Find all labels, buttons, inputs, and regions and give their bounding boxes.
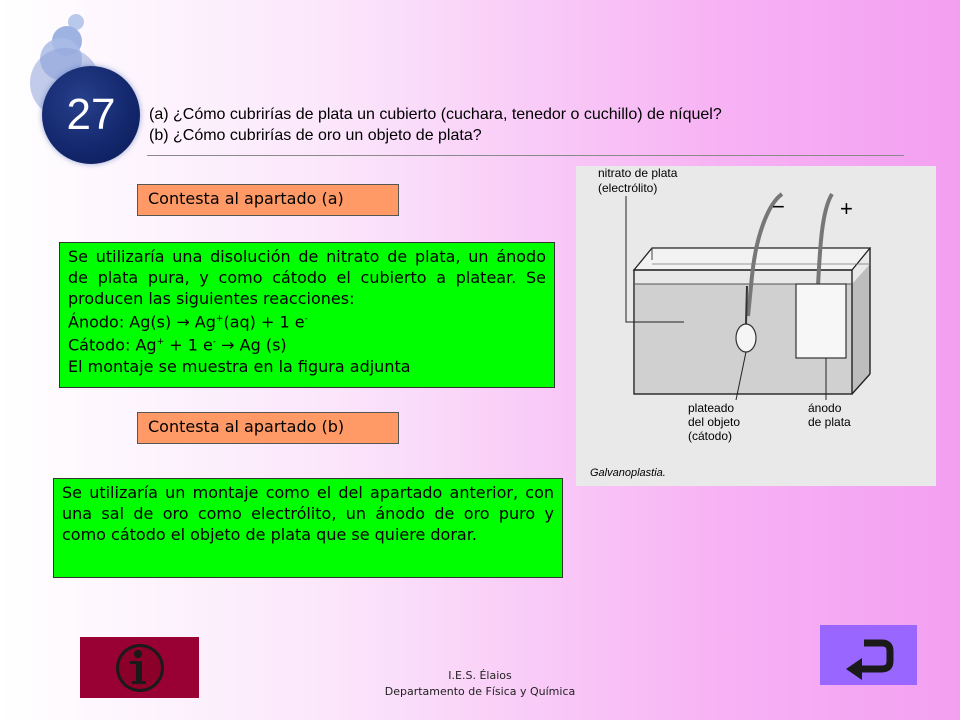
figure-label-anode-1: ánodo xyxy=(808,401,842,415)
footer xyxy=(330,668,630,700)
return-arrow-icon xyxy=(820,625,917,685)
info-icon xyxy=(80,637,199,698)
answer-a-label-button[interactable]: Contesta al apartado (a) xyxy=(137,184,399,216)
answer-b-label-button[interactable]: Contesta al apartado (b) xyxy=(137,412,399,444)
divider xyxy=(147,155,904,156)
answer-a-anode: Ánodo: Ag(s) → Ag+(aq) + 1 e- xyxy=(68,312,308,332)
cathode-object xyxy=(736,324,756,352)
figure-caption: Galvanoplastia. xyxy=(590,467,666,479)
anode-wire xyxy=(818,194,832,286)
electroplating-diagram xyxy=(576,166,936,486)
return-button[interactable] xyxy=(820,625,917,685)
question-a: (a) ¿Cómo cubrirías de plata un cubierto (cuchara, tenedor o cuchillo) de níquel? xyxy=(149,106,722,123)
question-text xyxy=(149,104,909,146)
slide-number: 27 xyxy=(42,66,140,164)
anode-plate xyxy=(796,284,846,358)
figure-label-cathode-1: plateado xyxy=(688,401,735,415)
plus-sign: + xyxy=(840,196,853,221)
figure-label-electrolyte-2: (electrólito) xyxy=(598,181,658,195)
answer-b-text: Se utilizaría un montaje como el del apartado anterior, con una sal de oro como electrólito, un ánodo de oro puro y como cátodo el objeto de plata que se quiere dorar. xyxy=(62,483,554,544)
figure-label-anode-2: de plata xyxy=(808,415,851,429)
figure-label-cathode-2: del objeto xyxy=(688,415,741,429)
footer-department: Departamento de Física y Química xyxy=(384,685,576,698)
info-button[interactable] xyxy=(80,637,199,698)
footer-school: I.E.S. Élaios xyxy=(448,669,512,682)
answer-a-closing: El montaje se muestra en la figura adjunta xyxy=(68,356,411,376)
answer-a-intro: Se utilizaría una disolución de nitrato de plata, un ánodo de plata pura, y como cátodo el cubierto a platear. Se producen las siguientes reacciones: xyxy=(68,247,546,308)
figure-label-electrolyte: nitrato de plata xyxy=(598,166,678,180)
answer-b-box xyxy=(53,478,563,578)
answer-a-cathode: Cátodo: Ag+ + 1 e- → Ag (s) xyxy=(68,335,287,355)
electroplating-figure xyxy=(576,166,936,486)
figure-label-cathode-3: (cátodo) xyxy=(688,429,733,443)
answer-a-box xyxy=(59,242,555,388)
minus-sign: − xyxy=(772,194,785,219)
question-b: (b) ¿Cómo cubrirías de oro un objeto de plata? xyxy=(149,127,482,144)
arrow-right-icon: → xyxy=(221,335,235,355)
electrolyte-side xyxy=(852,264,870,394)
arrow-right-icon: → xyxy=(176,312,190,332)
